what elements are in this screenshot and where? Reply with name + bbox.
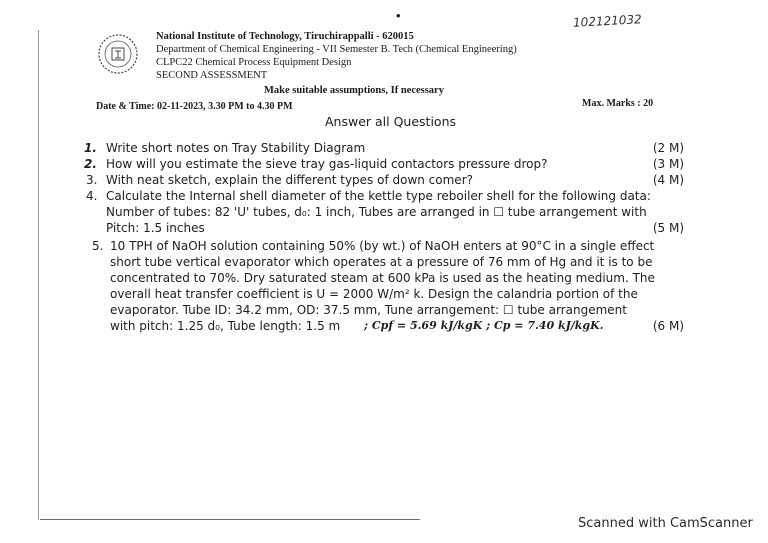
question-marks: (4 M) <box>652 173 684 187</box>
question-number: 4. <box>86 189 98 203</box>
question-text-line: evaporator. Tube ID: 34.2 mm, OD: 37.5 mm, Tune arrangement: ☐ tube arrangement <box>110 303 627 317</box>
question-marks: (5 M) <box>652 221 684 235</box>
max-marks: Max. Marks : 20 <box>582 98 654 109</box>
question-marks: (3 M) <box>652 157 684 171</box>
question-text-line: concentrated to 70%. Dry saturated steam at 600 kPa is used as the heating medium. The <box>110 271 655 285</box>
question-number: 3. <box>86 173 98 187</box>
question-text-line: short tube vertical evaporator which operates at a pressure of 76 mm of Hg and it is to be <box>110 255 653 269</box>
question-text-line: 10 TPH of NaOH solution containing 50% (by wt.) of NaOH enters at 90°C in a single effect <box>110 239 655 253</box>
scanner-watermark: Scanned with CamScanner <box>578 516 753 531</box>
question-text: With neat sketch, explain the different types of down comer? <box>106 173 473 187</box>
question-text: Write short notes on Tray Stability Diagram <box>106 141 366 155</box>
roll-number: 102121032 <box>572 12 643 30</box>
question-number: 5. <box>92 239 104 253</box>
question-text-line: with pitch: 1.25 d₀, Tube length: 1.5 m <box>110 319 341 333</box>
department-name: Department of Chemical Engineering - VII Semester B. Tech (Chemical Engineering) <box>156 44 517 55</box>
ink-mark: • <box>396 8 401 23</box>
question-text-line: overall heat transfer coefficient is U = 2000 W/m² k. Design the calandria portion of the <box>110 287 638 301</box>
question-marks: (6 M) <box>652 319 684 333</box>
answer-all-heading: Answer all Questions <box>325 114 457 129</box>
question-text-line: Number of tubes: 82 'U' tubes, d₀: 1 inch, Tubes are arranged in ☐ tube arrangement with <box>106 205 647 219</box>
question-text-line: Pitch: 1.5 inches <box>106 221 205 235</box>
institute-name: National Institute of Technology, Tiruchirappalli - 620015 <box>156 31 414 42</box>
question-number: 2. <box>84 157 97 171</box>
question-text-line: Calculate the Internal shell diameter of the kettle type reboiler shell for the following data: <box>106 189 651 203</box>
question-number: 1. <box>84 141 97 155</box>
question-marks: (2 M) <box>652 141 684 155</box>
instruction-text: Make suitable assumptions, If necessary <box>264 85 444 96</box>
handwritten-note: ; Cpf = 5.69 kJ/kgK ; Cp = 7.40 kJ/kgK. <box>364 319 604 332</box>
date-time: Date & Time: 02-11-2023, 3.30 PM to 4.30 PM <box>96 101 293 112</box>
question-5 <box>0 238 768 338</box>
exam-title: SECOND ASSESSMENT <box>156 70 268 81</box>
page-bottom-line <box>40 519 420 520</box>
question-text: How will you estimate the sieve tray gas-liquid contactors pressure drop? <box>106 157 548 171</box>
question-4 <box>0 188 768 238</box>
nit-trichy-seal-icon <box>97 33 139 75</box>
course-title: CLPC22 Chemical Process Equipment Design <box>156 57 352 68</box>
